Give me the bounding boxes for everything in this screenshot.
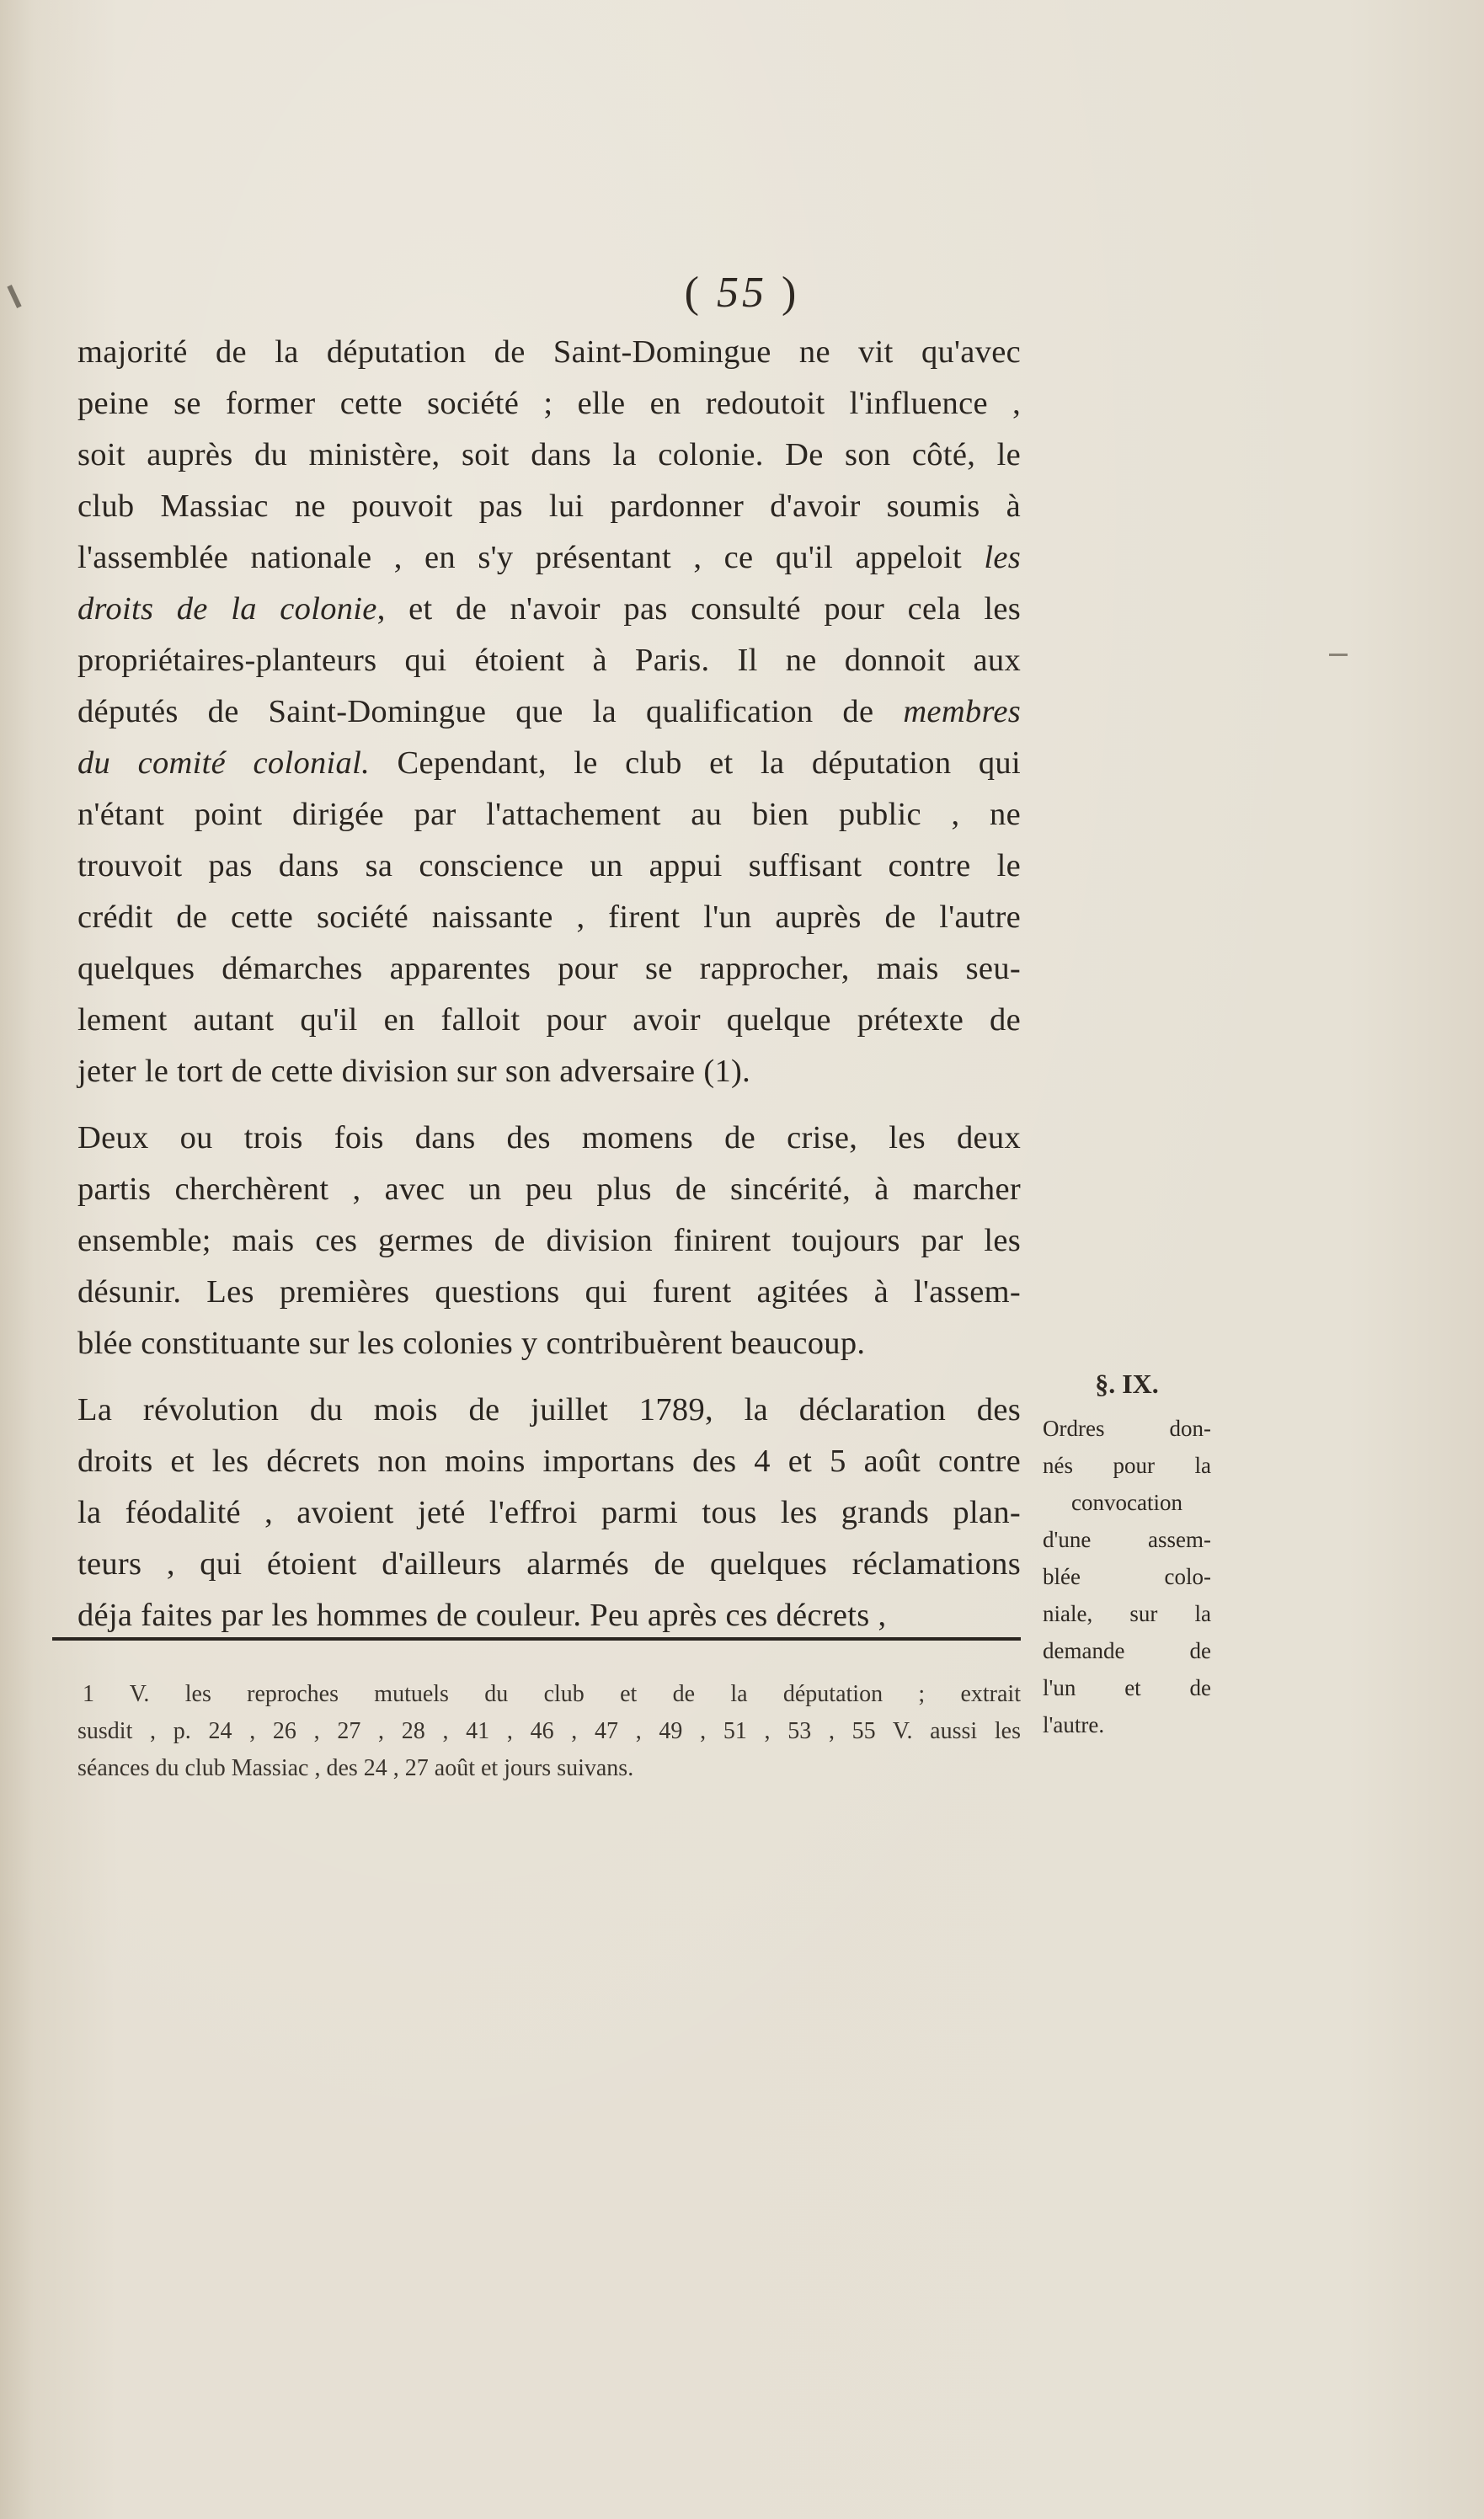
paragraph-gap <box>77 1369 1021 1385</box>
page-number-value: 55 <box>717 269 767 317</box>
text-line <box>77 481 1021 532</box>
margin-note-line: blée colo- <box>1043 1564 1211 1589</box>
line-text: l'assemblée nationale , en s'y présentant , ce qu'il appeloit <box>77 540 985 575</box>
margin-note-line: nés pour la <box>1043 1453 1211 1478</box>
line-text: majorité de la députation de Saint-Domingue ne vit qu'avec <box>77 334 1021 370</box>
line-text: blée constituante sur les colonies y contribuèrent beaucoup. <box>77 1326 866 1361</box>
line-text: ensemble; mais ces germes de division finirent toujours par les <box>77 1223 1021 1258</box>
margin-note-line: demande de <box>1043 1638 1211 1663</box>
line-text: crédit de cette société naissante , firent l'un auprès de l'autre <box>77 899 1021 935</box>
margin-note-line: niale, sur la <box>1043 1601 1211 1626</box>
text-line <box>77 789 1021 841</box>
line-text: trouvoit pas dans sa conscience un appui suffisant contre le <box>77 848 1021 883</box>
paragraph-2 <box>77 1113 1021 1369</box>
text-line <box>77 430 1021 481</box>
text-line <box>77 532 1021 584</box>
text-line <box>77 1164 1021 1215</box>
text-line <box>77 1385 1021 1436</box>
text-line <box>77 1113 1021 1164</box>
text-line <box>77 1539 1021 1590</box>
text-line <box>77 1267 1021 1318</box>
text-line <box>77 584 1021 635</box>
line-text: Cependant, le club et la députation qui <box>370 745 1021 781</box>
paragraph-3 <box>77 1385 1021 1641</box>
line-text: la féodalité , avoient jeté l'effroi parmi tous les grands plan- <box>77 1495 1021 1530</box>
line-text: quelques démarches apparentes pour se rapprocher, mais seu- <box>77 951 1021 986</box>
line-text: propriétaires-planteurs qui étoient à Paris. Il ne donnoit aux <box>77 643 1021 678</box>
text-line <box>77 1318 1021 1369</box>
line-text: n'étant point dirigée par l'attachement au bien public , ne <box>77 797 1021 832</box>
footnote-rule <box>52 1637 1021 1641</box>
italic-text: membres <box>903 694 1021 729</box>
line-text: droits et les décrets non moins importans des 4 et 5 août contre <box>77 1444 1021 1479</box>
margin-note-line: Ordres don- <box>1043 1416 1211 1441</box>
text-line <box>77 327 1021 378</box>
text-line <box>77 1590 1021 1641</box>
line-text: députés de Saint-Domingue que la qualification de <box>77 694 904 729</box>
text-line <box>77 635 1021 686</box>
text-line <box>77 686 1021 738</box>
text-line <box>77 995 1021 1046</box>
text-line <box>77 738 1021 789</box>
text-line <box>77 1487 1021 1539</box>
line-text: La révolution du mois de juillet 1789, la déclaration des <box>77 1392 1021 1428</box>
text-line <box>77 943 1021 995</box>
margin-note-line: convocation <box>1071 1490 1182 1515</box>
margin-dash <box>1329 654 1348 656</box>
footnote <box>77 1676 1021 1787</box>
line-text: partis cherchèrent , avec un peu plus de sincérité, à marcher <box>77 1171 1021 1207</box>
line-text: soit auprès du ministère, soit dans la colonie. De son côté, le <box>77 437 1021 472</box>
italic-text: du comité colonial. <box>77 745 371 781</box>
text-line <box>77 1215 1021 1267</box>
margin-note-line: l'un et de <box>1043 1675 1211 1700</box>
italic-text: droits de la colonie <box>77 591 377 627</box>
line-text: , et de n'avoir pas consulté pour cela les <box>376 591 1021 627</box>
margin-note-line: l'autre. <box>1043 1712 1105 1737</box>
footnote-line: séances du club Massiac , des 24 , 27 août et jours suivans. <box>77 1755 634 1781</box>
margin-note <box>1043 1358 1211 1743</box>
text-line <box>77 841 1021 892</box>
line-text: Deux ou trois fois dans des momens de crise, les deux <box>77 1120 1021 1155</box>
margin-note-line: d'une assem- <box>1043 1527 1211 1552</box>
text-line <box>77 378 1021 430</box>
paragraph-gap <box>77 1097 1021 1113</box>
footnote-line: susdit , p. 24 , 26 , 27 , 28 , 41 , 46 , 47 , 49 , 51 , 53 , 55 V. aussi les <box>77 1718 1021 1744</box>
text-line <box>77 1436 1021 1487</box>
line-text: désunir. Les premières questions qui furent agitées à l'assem- <box>77 1274 1021 1310</box>
main-text-body <box>77 327 1021 1641</box>
footnote-line: 1 V. les reproches mutuels du club et de la députation ; extrait <box>83 1681 1021 1707</box>
page-number: ( 55 ) <box>684 269 800 317</box>
text-line <box>77 892 1021 943</box>
text-line <box>77 1046 1021 1097</box>
line-text: déja faites par les hommes de couleur. Peu après ces décrets , <box>77 1598 887 1633</box>
line-text: club Massiac ne pouvoit pas lui pardonner d'avoir soumis à <box>77 488 1021 524</box>
italic-text: les <box>984 540 1021 575</box>
paragraph-1 <box>77 327 1021 1097</box>
line-text: jeter le tort de cette division sur son adversaire (1). <box>77 1054 751 1089</box>
line-text: peine se former cette société ; elle en redoutoit l'influence , <box>77 386 1021 421</box>
line-text: lement autant qu'il en falloit pour avoir quelque prétexte de <box>77 1002 1021 1038</box>
margin-note-section: §. IX. <box>1095 1369 1159 1399</box>
line-text: teurs , qui étoient d'ailleurs alarmés de quelques réclamations <box>77 1546 1021 1582</box>
